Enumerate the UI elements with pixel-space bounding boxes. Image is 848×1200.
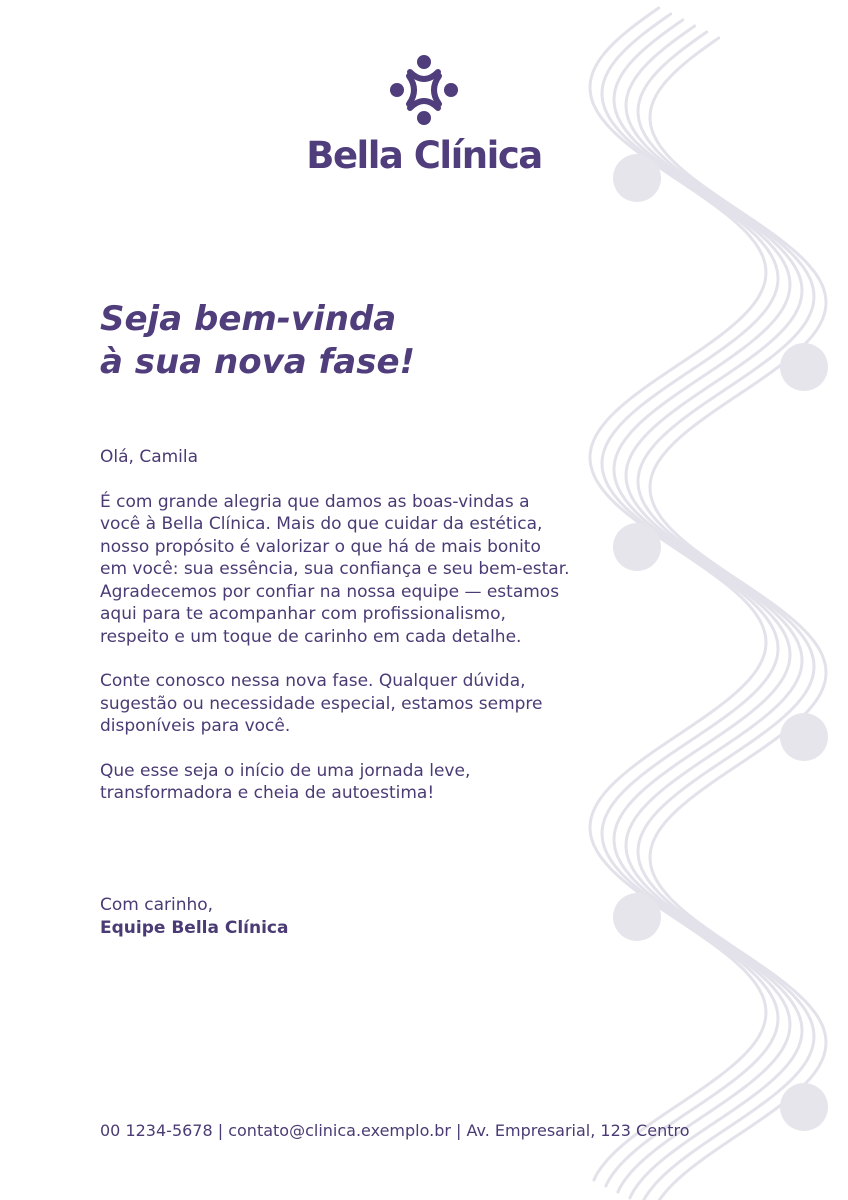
headline-line-2: à sua nova fase! [100,342,416,382]
headline-line-1: Seja bem-vinda [100,299,397,339]
letter-body [100,446,572,827]
closing: Com carinho, [100,895,214,915]
paragraph-1: É com grande alegria que damos as boas-vindas a você à Bella Clínica. Mais do que cuidar da estética, nosso propósito é valorizar o que há de mais bonito em você: sua essência, sua confiança e seu bem-estar. Agradecemos por confiar na nossa equipe — estamos aqui para te acompanhar com profissionalismo, respeito e um toque de carinho em cada detalhe. [100,491,570,647]
brand-name: Bella Clínica [306,134,542,177]
paragraph-3: Que esse seja o início de uma jornada leve, transformadora e cheia de autoestima! [100,760,471,803]
people-circle-logo-icon [389,52,459,128]
logo [0,52,848,177]
decorative-dot [613,523,661,571]
signoff [100,894,288,940]
decorative-dot [613,893,661,941]
decorative-dot [780,343,828,391]
footer-contact: 00 1234-5678 | contato@clinica.exemplo.br | Av. Empresarial, 123 Centro [100,1121,690,1140]
paragraph-2: Conte conosco nessa nova fase. Qualquer dúvida, sugestão ou necessidade especial, estamos sempre disponíveis para você. [100,671,543,736]
headline [100,298,415,384]
greeting: Olá, Camila [100,447,199,467]
decorative-dot [780,713,828,761]
decorative-dot [780,1083,828,1131]
team-signature: Equipe Bella Clínica [100,918,289,938]
